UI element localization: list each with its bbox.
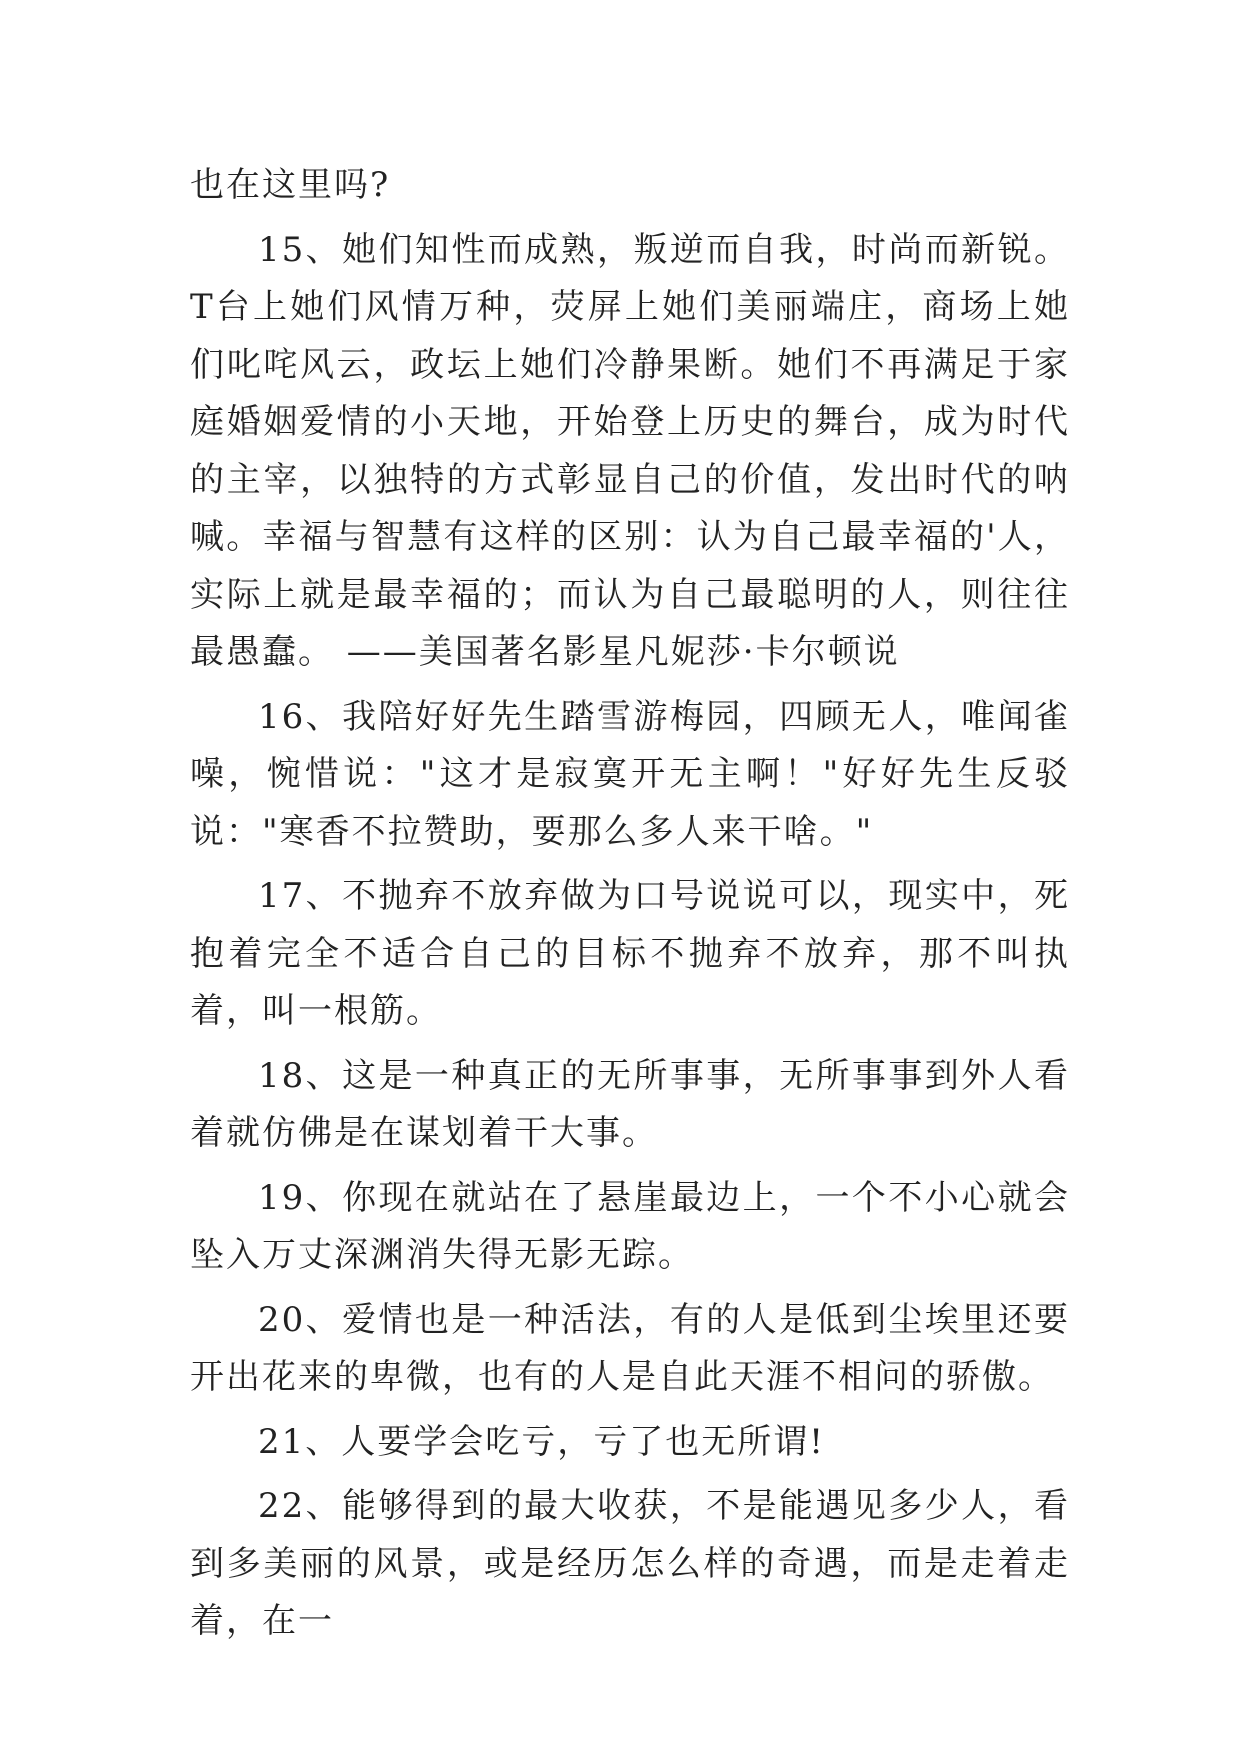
paragraph-22: 22、能够得到的最大收获，不是能遇见多少人，看到多美丽的风景，或是经历怎么样的奇遇，而是走着走着，在一 <box>190 1486 1070 1641</box>
paragraph-continuation: 也在这里吗? <box>190 165 391 205</box>
paragraph-16: 16、我陪好好先生踏雪游梅园，四顾无人，唯闻雀噪，惋惜说："这才是寂寞开无主啊！"好好先生反驳说："寒香不拉赞助，要那么多人来干啥。" <box>190 696 1070 852</box>
paragraph-18: 18、这是一种真正的无所事事，无所事事到外人看着就仿佛是在谋划着干大事。 <box>190 1055 1070 1153</box>
paragraph-20: 20、爱情也是一种活法，有的人是低到尘埃里还要开出花来的卑微，也有的人是自此天涯不相问的骄傲。 <box>190 1299 1070 1397</box>
paragraph-15: 15、她们知性而成熟，叛逆而自我，时尚而新锐。T台上她们风情万种，荧屏上她们美丽端庄，商场上她们叱咤风云，政坛上她们冷静果断。她们不再满足于家庭婚姻爱情的小天地，开始登上历史的舞台，成为时代的主宰，以独特的方式彰显自己的价值，发出时代的呐喊。幸福与智慧有这样的区别：认为自己最幸福的'人，实际上就是最幸福的；而认为自己最聪明的人，则往往最愚蠢。 ——美国著名影星凡妮莎·卡尔顿说 <box>190 229 1070 672</box>
paragraph-17: 17、不抛弃不放弃做为口号说说可以，现实中，死抱着完全不适合自己的目标不抛弃不放弃，那不叫执着，叫一根筋。 <box>190 876 1070 1031</box>
document-body <box>190 157 1070 1658</box>
paragraph-19: 19、你现在就站在了悬崖最边上，一个不小心就会坠入万丈深渊消失得无影无踪。 <box>190 1177 1070 1275</box>
paragraph-21: 21、人要学会吃亏，亏了也无所谓! <box>258 1421 825 1462</box>
